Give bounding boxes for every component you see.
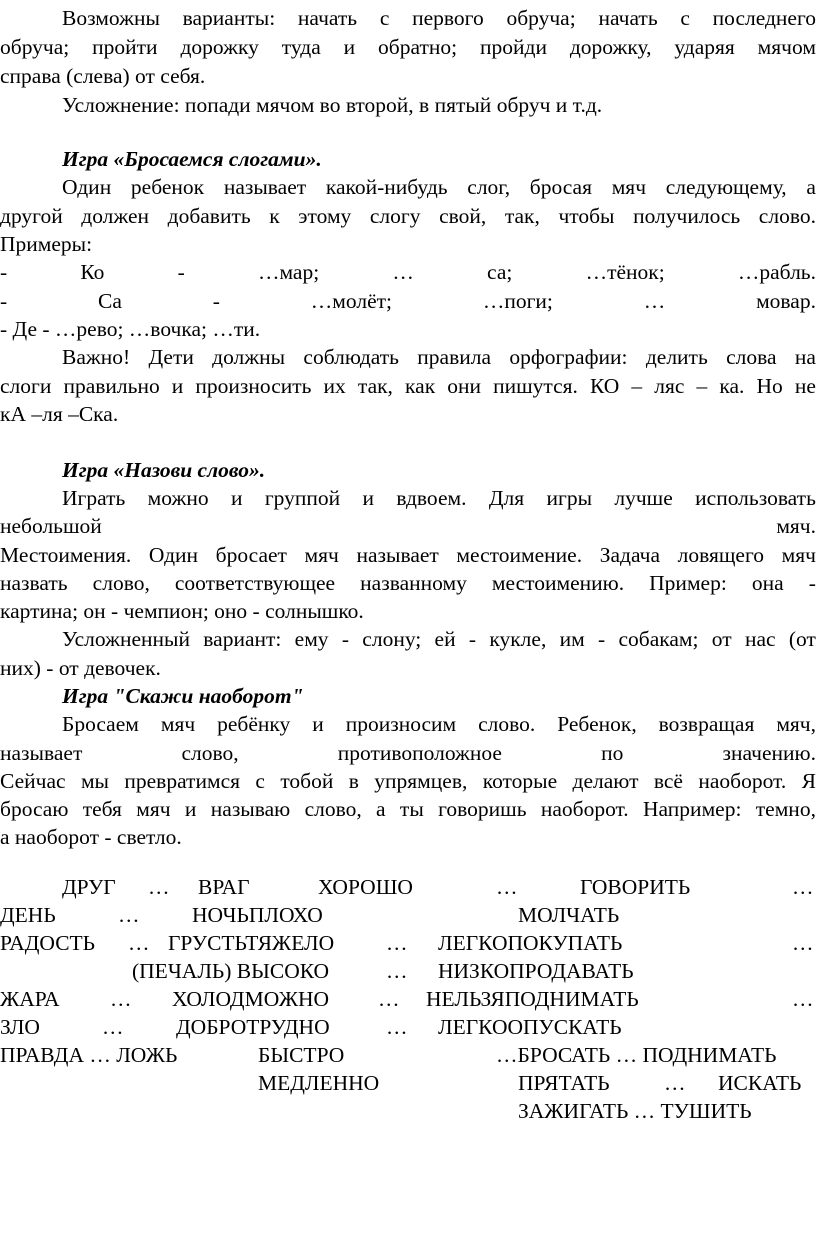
word: слогу [369,204,421,228]
word: возвращая [658,712,755,736]
word: Например: [643,797,742,821]
word-cell: … [792,875,814,899]
word: мяч [136,797,171,821]
word-cell: ИСКАТЬ [718,1071,802,1095]
word: мяч [304,543,339,567]
paragraph-line: кА –ля –Ска. [0,402,119,426]
paragraph-line [0,767,816,795]
word: - [0,289,8,313]
word: всё [653,769,683,793]
word: са; [487,260,513,284]
word: Задача [599,543,661,567]
word: первого [412,6,484,30]
paragraph-line: них) - от девочек. [0,656,161,680]
paragraph-line [0,343,816,371]
word: и [171,374,184,398]
section-heading: Игра «Назови слово». [62,458,266,482]
word: свой, [439,204,487,228]
word: обруча; [506,6,576,30]
word: – [631,374,643,398]
word: им [559,627,585,651]
word: последнего [712,6,816,30]
word: от [711,627,732,651]
word: называет [356,543,439,567]
word-cell: ГОВОРИТЬ [580,875,691,899]
word: вариант: [203,627,282,651]
word: лучше [614,486,673,510]
word-cell: ЛЕГКООПУСКАТЬ [438,1015,622,1039]
word: должен [81,204,150,228]
word-cell: БЫСТРО [258,1043,345,1067]
word: Играть [62,486,126,510]
word-cell: ЗАЖИГАТЬ … ТУШИТЬ [518,1099,752,1123]
word: - [598,627,606,651]
word: Но [756,374,783,398]
word: мячом [757,35,816,59]
word: дорожку [180,35,259,59]
word: – [696,374,708,398]
word: названному [360,571,467,595]
word: значению. [722,741,816,765]
word: слоги [0,374,52,398]
word: мовар. [756,289,816,313]
word: другой [0,204,63,228]
word: - [0,260,8,284]
word: слог, [467,175,511,199]
word: так, [504,204,540,228]
word: обратно; [378,35,458,59]
word: Дети [148,345,194,369]
word-cell: … [496,875,518,899]
word: пишутся. [493,374,578,398]
word-cell: НОЧЬПЛОХО [192,903,323,927]
word: наоборот. [540,797,629,821]
word: и [312,712,324,736]
word: а [376,797,386,821]
word: получилось [633,204,741,228]
word: ей [434,627,456,651]
paragraph-line [0,795,816,823]
word: вдвоем. [396,486,467,510]
word: мяч. [776,514,816,538]
word: слово, [304,797,362,821]
word: дорожку, [569,35,652,59]
word: их [323,374,346,398]
word: Ко [80,260,105,284]
word: делить [645,345,708,369]
word: в [348,769,359,793]
word: Ребенок, [557,712,637,736]
word: слово, [92,571,150,595]
word-cell: …БРОСАТЬ … ПОДНИМАТЬ [496,1043,777,1067]
word: Бросаем [62,712,139,736]
word: слово, [181,741,239,765]
word: группой [264,486,341,510]
word: не [794,374,816,398]
word: - [468,627,477,651]
word-cell: … [110,987,132,1011]
word: ляс [654,374,685,398]
word: Один [62,175,112,199]
example-line: - Де - …рево; …вочка; …ти. [0,317,261,341]
word-cell: (ПЕЧАЛЬ) ВЫСОКО [132,959,330,983]
word-cell: … [386,959,408,983]
word: и [230,486,243,510]
word: тебя [82,797,122,821]
word: которые [482,769,558,793]
word: Пример: [649,571,727,595]
word-cell: … [128,931,150,955]
example-line [0,287,816,315]
paragraph-line [0,512,816,540]
word: называет [223,175,307,199]
word: темно, [755,797,816,821]
word: так, [357,374,393,398]
word-cell: … [664,1071,686,1095]
word: …поги; [482,289,553,313]
word: с [680,6,690,30]
word: и [343,35,356,59]
word-cell: ХОЛОДМОЖНО [172,987,330,1011]
word: КО [589,374,620,398]
word: обруча; [0,35,70,59]
word: Один [148,543,199,567]
paragraph-line [0,4,816,32]
word: противоположное [337,741,502,765]
word: ему [294,627,329,651]
word: говоришь [438,797,527,821]
word: …рабль. [737,260,816,284]
word: пройти [92,35,158,59]
word: ты [399,797,424,821]
word: правильно [63,374,160,398]
paragraph-line [0,372,816,400]
word: соответствующее [174,571,336,595]
word: (от [788,627,816,651]
word: мы [80,769,109,793]
word: …молёт; [310,289,392,313]
word: можно [147,486,209,510]
word: с [379,6,390,30]
word-cell: ПРАВДА … ЛОЖЬ [0,1043,178,1067]
word: она [751,571,784,595]
paragraph-line [0,625,816,653]
word: бросает [215,543,287,567]
word: и [184,797,197,821]
word: слово. [478,712,536,736]
word: мяч [781,543,816,567]
word: кукле, [489,627,547,651]
word: Важно! [62,345,131,369]
paragraph-line [0,710,816,738]
word: они [447,374,481,398]
word: - [177,260,185,284]
word: тобой [280,769,334,793]
word-cell: … [386,931,408,955]
word: произносим [345,712,457,736]
word-cell: ЛЕГКОПОКУПАТЬ [438,931,623,955]
word-cell: ДЕНЬ [0,903,56,927]
word: соблюдать [303,345,399,369]
word: - [212,289,220,313]
word: добавить [167,204,251,228]
word: Для [488,486,525,510]
word-cell: … [386,1015,408,1039]
paragraph-line: Примеры: [0,232,93,256]
word-cell: … [792,987,814,1011]
word: с [255,769,265,793]
word: произносить [195,374,312,398]
paragraph-line: справа (слева) от себя. [0,64,206,88]
word: слону; [362,627,422,651]
paragraph-line [0,202,816,230]
word: превратимся [124,769,241,793]
word: должны [212,345,286,369]
word: называю [210,797,291,821]
word-cell: … [118,903,140,927]
word: начать [297,6,358,30]
word-cell: ЖАРА [0,987,60,1011]
word-cell: РАДОСТЬ [0,931,96,955]
word-cell: ЗЛО [0,1015,40,1039]
word: Усложненный [62,627,190,651]
word: пройди [480,35,547,59]
word-cell: … [102,1015,124,1039]
word: Я [801,769,816,793]
word: на [794,345,816,369]
paragraph-line: а наоборот - светло. [0,825,182,849]
word: Возможны [62,6,160,30]
word: к [269,204,280,228]
word: … [392,260,414,284]
example-line [0,258,816,286]
word: наоборот. [698,769,787,793]
paragraph-line [0,739,816,767]
word: слова [726,345,777,369]
word: варианты: [182,6,276,30]
word: Са [98,289,122,313]
word: какой-нибудь [325,175,448,199]
word: …тёнок; [585,260,665,284]
word: мяч [611,175,647,199]
word: ребёнку [217,712,291,736]
word: собакам; [618,627,699,651]
word: - [808,571,816,595]
word: назвать [0,571,68,595]
word: по [601,741,624,765]
word: чтобы [558,204,615,228]
word: ка. [719,374,745,398]
word: Местоимения. [0,543,132,567]
word: правила [417,345,491,369]
paragraph-line: Усложнение: попади мячом во второй, в пятый обруч и т.д. [62,93,603,117]
word: - [341,627,350,651]
word: бросаю [0,797,69,821]
word: туда [281,35,321,59]
word: делают [572,769,639,793]
word: этому [298,204,352,228]
word: следующему, [665,175,787,199]
paragraph-line [0,33,816,61]
word: местоимение. [456,543,583,567]
word-cell: НЕЛЬЗЯПОДНИМАТЬ [426,987,639,1011]
word: и [362,486,375,510]
word: использовать [695,486,816,510]
paragraph-line [0,569,816,597]
word: упрямцев, [374,769,468,793]
word: а [806,175,816,199]
paragraph-line [0,173,816,201]
section-heading: Игра "Скажи наоборот" [62,684,304,708]
word: ударяя [674,35,735,59]
word: Сейчас [0,769,66,793]
paragraph-line [0,541,816,569]
word-cell: ВРАГ [198,875,250,899]
word: слово. [758,204,816,228]
word-cell: … [148,875,170,899]
word: орфографии: [509,345,628,369]
word: ловящего [677,543,764,567]
word: местоимению. [491,571,625,595]
word: нас [744,627,776,651]
word-cell: … [792,931,814,955]
paragraph-line [0,484,816,512]
word: начать [598,6,658,30]
word-cell: МОЛЧАТЬ [518,903,620,927]
word: мяч [160,712,196,736]
word-cell: МЕДЛЕННО [258,1071,380,1095]
word-cell: ДРУГ [62,875,116,899]
word: …мар; [257,260,320,284]
word: мяч, [776,712,816,736]
word-cell: ПРЯТАТЬ [518,1071,610,1095]
word: как [405,374,436,398]
word: игры [546,486,593,510]
word-cell: ДОБРОТРУДНО [176,1015,330,1039]
word: … [643,289,666,313]
word: бросая [529,175,592,199]
word: ребенок [130,175,205,199]
word-cell: ГРУСТЬТЯЖЕЛО [168,931,335,955]
word-cell: … [378,987,400,1011]
section-heading: Игра «Бросаемся слогами». [62,147,322,171]
paragraph-line: картина; он - чемпион; оно - солнышко. [0,599,364,623]
word-cell: ХОРОШО [318,875,413,899]
word-cell: НИЗКОПРОДАВАТЬ [438,959,634,983]
word: небольшой [0,514,102,538]
word: называет [0,741,83,765]
